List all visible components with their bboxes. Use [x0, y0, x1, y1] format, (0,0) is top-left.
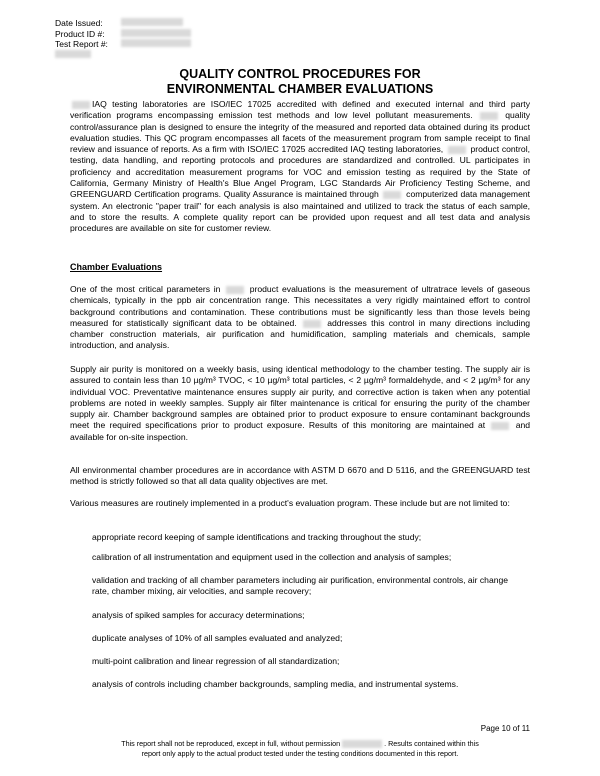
- section-heading: Chamber Evaluations: [70, 262, 163, 272]
- title-line-1: QUALITY CONTROL PROCEDURES FOR: [179, 67, 421, 81]
- footer-line-1: [0, 739, 600, 749]
- list-item: validation and tracking of all chamber parameters including air purification, environmental controls, air change rate, chamber mixing, air velocities, and sample recovery;: [92, 575, 509, 597]
- measures-intro-text: Various measures are routinely implemented in a product's evaluation program. These include but are not limited to:: [70, 498, 510, 508]
- chamber-text-c: addresses this control in many directions including chamber construction materials, air purification and humidification, sampling materials and chemicals, sample introduction, and analysis.: [70, 317, 531, 351]
- redacted-test-report: [121, 39, 191, 47]
- intro-paragraph: [70, 99, 530, 235]
- footer-line-2: report only apply to the actual product tested under the testing conditions documented in this report.: [141, 749, 459, 758]
- supply-air-text-end: and available for on-site inspection.: [70, 420, 531, 442]
- chamber-paragraph-4: [70, 498, 530, 509]
- date-issued-row: [55, 18, 191, 29]
- chamber-paragraph-3: [70, 465, 530, 488]
- redacted-company: [491, 422, 509, 430]
- footer-disclaimer: [0, 739, 600, 759]
- chamber-paragraph-1: [70, 284, 530, 352]
- product-id-label: Product ID #:: [55, 28, 105, 39]
- test-report-label: Test Report #:: [55, 39, 108, 49]
- list-item: analysis of spiked samples for accuracy determinations;: [92, 610, 305, 620]
- chamber-paragraph-2: [70, 364, 530, 443]
- redacted-test-report-2: [55, 50, 91, 58]
- intro-text-d: computerized data management system. An electronic "paper trail" for each analysis is also maintained and utilized to track the status of each sample, and to store the results. A complete quality report can be provided upon request and all test data and analysis procedures are available on site for customer review.: [70, 189, 531, 234]
- redacted-company: [480, 112, 498, 120]
- footer-text-a: This report shall not be reproduced, except in full, without permission: [121, 739, 341, 748]
- report-header: [55, 18, 191, 58]
- list-item: appropriate record keeping of sample identifications and tracking throughout the study;: [92, 532, 422, 542]
- chamber-text-a: One of the most critical parameters in: [70, 284, 221, 294]
- intro-text-a: IAQ testing laboratories are ISO/IEC 17025 accredited with defined and executed internal and third party verification programs encompassing emission test methods and low level pollutant measurements.: [70, 99, 530, 121]
- redacted-company: [72, 101, 90, 109]
- list-item: duplicate analyses of 10% of all samples evaluated and analyzed;: [92, 633, 343, 643]
- astm-text: All environmental chamber procedures are in accordance with ASTM D 6670 and D 5116, and the GREENGUARD test method is strictly followed so that all data quality objectives are met.: [70, 465, 530, 487]
- list-item: multi-point calibration and linear regression of all standardization;: [92, 656, 340, 666]
- intro-text-c: product control, testing, data handling, and reporting protocols and procedures are standardized and controlled. UL participates in proficiency and accreditation measurement programs for VOC and emission testing as required by the State of California, Germany Ministry of Health's Blue Angel Program, LGC Standards Air Proficiency Testing Scheme, and GREENGUARD Certification programs. Quality Assurance is maintained through: [70, 144, 530, 200]
- redacted-company: [383, 191, 401, 199]
- page-number: Page 10 of 11: [480, 724, 530, 733]
- page-title: [0, 67, 600, 97]
- date-issued-label: Date Issued:: [55, 18, 103, 28]
- redacted-product-id: [121, 29, 191, 37]
- redacted-company: [303, 320, 321, 328]
- test-report-continued: [55, 50, 191, 58]
- test-report-row: [55, 39, 191, 50]
- footer-text-b: . Results contained within this: [384, 739, 479, 748]
- supply-air-text: Supply air purity is monitored on a weekly basis, using identical methodology to the chamber testing. The supply air is assured to contain less than 10 µg/m³ TVOC, < 10 µg/m³ total particles, < 2 µg/m³ formaldehyde, and < 2 µg/m³ for any individual VOC. Preventative maintenance ensures supply air purity, and corrective action is taken when any potential problems are noted in weekly samples. Supply air filter maintenance is critical for ensuring the purity of the chamber supply air. Chamber background samples are obtained prior to product exposure to ensure contaminant backgrounds meet the required specifications prior to product exposure. Results of this monitoring are maintained at: [70, 364, 530, 431]
- redacted-company: [226, 286, 244, 294]
- title-line-2: ENVIRONMENTAL CHAMBER EVALUATIONS: [166, 82, 434, 96]
- redacted-date: [121, 18, 183, 26]
- list-item: calibration of all instrumentation and equipment used in the collection and analysis of samples;: [92, 552, 452, 562]
- chamber-text-b: product evaluations is the measurement of ultratrace levels of gaseous chemicals, typically in the ppb air concentration range. This necessitates a very rigidly maintained effort to control background contributions and contamination. These contributions must be significantly less than those levels being measured for statistically significant data to be obtained.: [70, 284, 531, 328]
- product-id-row: [55, 29, 191, 40]
- intro-text-b: quality control/assurance plan is designed to ensure the integrity of the measured and reported data obtained during its product evaluation studies. This QC program encompasses all facets of the measurement program from sample receipt to final review and issuance of reports. As a firm with ISO/IEC 17025 accredited IAQ testing laboratories,: [70, 110, 531, 155]
- redacted-company: [448, 146, 466, 154]
- redacted-company: [342, 740, 382, 748]
- list-item: analysis of controls including chamber backgrounds, sampling media, and instrumental systems.: [92, 679, 459, 689]
- measures-list: [92, 532, 522, 692]
